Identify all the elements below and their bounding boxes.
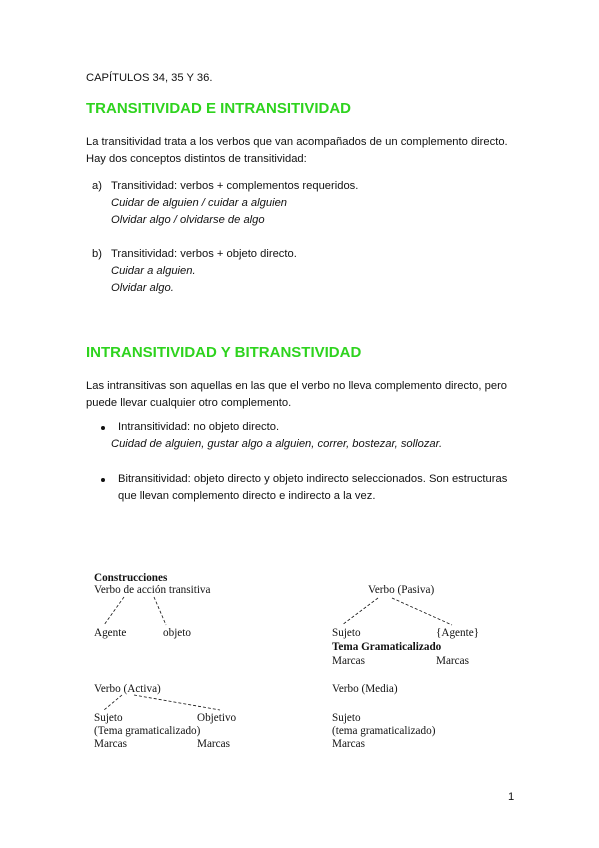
diagram-construcciones-title: Construcciones: [94, 572, 168, 584]
diagram-media-note: (tema gramaticalizado): [332, 725, 436, 737]
section-title-transitividad: TRANSITIVIDAD E INTRANSITIVIDAD: [86, 100, 352, 117]
bullet-bitransitividad-line-2: que llevan complemento directo e indirecto a la vez.: [118, 490, 376, 502]
diagram-pasiva-marks-left: Marcas: [332, 655, 365, 667]
list-marker-b: b): [92, 248, 102, 260]
diagram-line: [104, 597, 124, 625]
diagram-line: [154, 597, 166, 625]
diagram-line: [104, 695, 122, 710]
diagram-activa-left: Sujeto: [94, 712, 123, 724]
diagram-media-marks-left: Marcas: [332, 738, 365, 750]
diagram-activa-root: Verbo (Activa): [94, 683, 161, 695]
bullet-bitransitividad-line-1: Bitransitividad: objeto directo y objeto indirecto seleccionados. Son estructuras: [118, 473, 508, 485]
diagram-media-left: Sujeto: [332, 712, 361, 724]
diagram-construcciones-root: Verbo de acción transitiva: [94, 584, 211, 596]
chapter-header: CAPÍTULOS 34, 35 Y 36.: [86, 72, 213, 84]
section-title-intransitividad: INTRANSITIVIDAD Y BITRANSTIVIDAD: [86, 344, 362, 361]
diagram-line: [392, 598, 452, 625]
section1-intro-line-2: Hay dos conceptos distintos de transitividad:: [86, 153, 307, 165]
diagram-construcciones-left: Agente: [94, 627, 127, 639]
diagram-construcciones-right: objeto: [163, 627, 191, 639]
list-item-b-example-2: Olvidar algo.: [111, 282, 174, 294]
diagram-activa-marks-left: Marcas: [94, 738, 127, 750]
diagram-activa-note: (Tema gramaticalizado): [94, 725, 201, 737]
diagram-pasiva-left: Sujeto: [332, 627, 361, 639]
diagram-pasiva-right: {Agente}: [436, 627, 480, 639]
page-number: 1: [508, 791, 515, 803]
diagram-pasiva-marks-right: Marcas: [436, 655, 469, 667]
diagram-pasiva-note: Tema Gramaticalizado: [332, 641, 442, 653]
list-marker-a: a): [92, 180, 102, 192]
bullet-intransitividad-text: Intransitividad: no objeto directo.: [118, 421, 280, 433]
diagram-line: [342, 598, 378, 625]
bullet-intransitividad-example: Cuidad de alguien, gustar algo a alguien, correr, bostezar, sollozar.: [111, 438, 443, 450]
section2-intro-line-2: puede llevar cualquier otro complemento.: [86, 397, 292, 409]
list-item-b-example-1: Cuidar a alguien.: [111, 265, 196, 277]
diagram-line: [134, 695, 220, 710]
list-item-a-example-1: Cuidar de alguien / cuidar a alguien: [111, 197, 288, 209]
list-item-b-text: Transitividad: verbos + objeto directo.: [111, 248, 297, 260]
diagram-pasiva-root: Verbo (Pasiva): [368, 584, 435, 596]
list-item-a-text: Transitividad: verbos + complementos requeridos.: [111, 180, 359, 192]
list-item-a-example-2: Olvidar algo / olvidarse de algo: [111, 214, 265, 226]
diagram-activa-marks-right: Marcas: [197, 738, 230, 750]
section1-intro-line-1: La transitividad trata a los verbos que van acompañados de un complemento directo.: [86, 136, 508, 148]
diagram-media-root: Verbo (Media): [332, 683, 398, 695]
diagram-activa-right: Objetivo: [197, 712, 237, 724]
section2-intro-line-1: Las intransitivas son aquellas en las que el verbo no lleva complemento directo, pero: [86, 380, 508, 392]
